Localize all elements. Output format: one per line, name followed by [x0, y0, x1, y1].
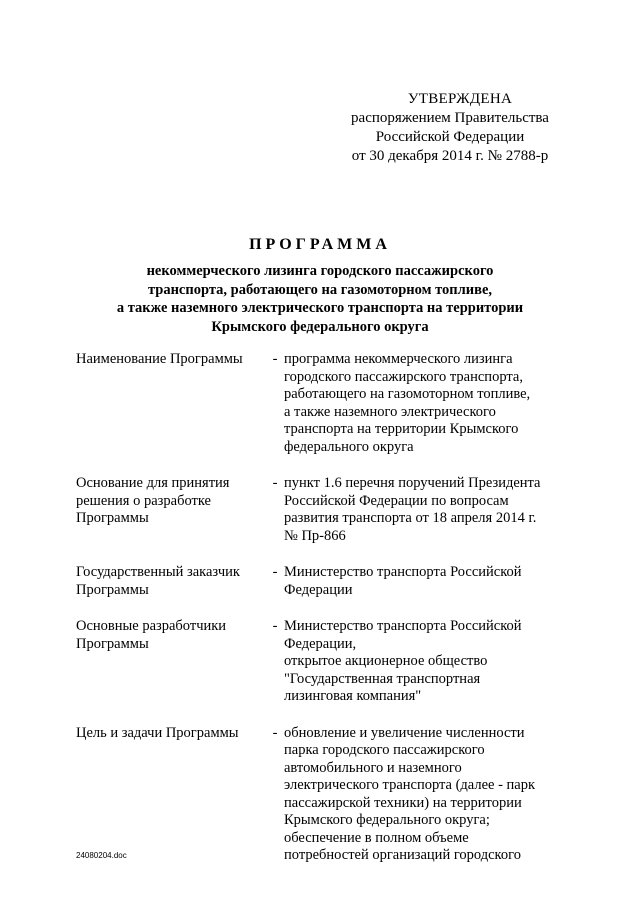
passport-value-line: обеспечение в полном объеме: [284, 829, 469, 846]
passport-value-line: открытое акционерное общество: [284, 653, 488, 669]
passport-dash: -: [272, 564, 278, 580]
passport-value-line: Министерство транспорта Российской: [284, 618, 522, 634]
passport-row-customer: [76, 564, 566, 599]
program-subtitle-line: некоммерческого лизинга городского пассажирского: [146, 263, 494, 279]
passport-row-basis: [76, 475, 566, 545]
passport-label-line: Основные разработчики: [76, 618, 227, 634]
passport-value-line: пассажирской техники) на территории: [284, 794, 522, 811]
program-subtitle-line: Крымского федерального округа: [211, 318, 429, 335]
program-subtitle-line: транспорта, работающего на газомоторном топливе,: [147, 281, 493, 298]
passport-label: [76, 351, 266, 456]
passport-value-line: а также наземного электрического: [284, 403, 496, 420]
passport-value-line: "Государственная транспортная: [284, 670, 481, 687]
passport-value: [284, 618, 554, 706]
passport-label: [76, 475, 266, 545]
passport-value-line: № Пр-866: [284, 527, 346, 544]
footer-filename: 24080204.doc: [76, 851, 127, 860]
passport-row-developers: [76, 618, 566, 706]
passport-value-line: автомобильного и наземного: [284, 759, 462, 776]
passport-value-line: электрического транспорта (далее - парк: [284, 777, 536, 793]
passport-value-line: потребностей организаций городского: [284, 847, 521, 863]
passport-value-line: развития транспорта от 18 апреля 2014 г.: [284, 510, 537, 526]
program-subtitle: [90, 262, 550, 336]
passport-value-line: Крымского федерального округа;: [284, 812, 490, 828]
approval-line: от 30 декабря 2014 г. № 2788-р: [351, 148, 549, 164]
program-title: ПРОГРАММА: [249, 236, 391, 253]
approval-block: [330, 90, 570, 166]
passport-value-line: пункт 1.6 перечня поручений Президента: [284, 475, 541, 491]
passport-value-line: Министерство транспорта Российской: [284, 564, 522, 580]
passport-row-name: [76, 351, 566, 456]
passport-value: [284, 475, 554, 545]
program-passport-table: [76, 351, 566, 884]
passport-value-line: Федерации: [284, 581, 353, 598]
approval-line: Российской Федерации: [375, 129, 525, 145]
passport-label-line: Программы: [76, 510, 149, 526]
passport-row-goals: [76, 725, 566, 865]
passport-label-line: Программы: [76, 635, 149, 652]
passport-value-line: программа некоммерческого лизинга: [284, 351, 513, 367]
passport-value: [284, 564, 554, 599]
passport-dash: -: [272, 351, 278, 367]
program-subtitle-line: а также наземного электрического транспорта на территории: [116, 300, 524, 316]
passport-value: [284, 725, 554, 865]
approval-line: распоряжением Правительства: [351, 110, 549, 126]
passport-dash: -: [272, 724, 278, 741]
passport-label-line: решения о разработке: [76, 492, 211, 509]
passport-value-line: Российской Федерации по вопросам: [284, 492, 509, 509]
passport-value-line: парка городского пассажирского: [284, 742, 485, 758]
passport-label-line: Наименование Программы: [76, 351, 243, 367]
passport-value: [284, 351, 554, 456]
passport-value-line: обновление и увеличение численности: [284, 724, 525, 741]
passport-label: [76, 618, 266, 706]
passport-dash: -: [272, 475, 278, 491]
passport-value-line: городского пассажирского транспорта,: [284, 368, 523, 385]
passport-value-line: Федерации,: [284, 635, 357, 652]
passport-label: [76, 725, 266, 865]
passport-label-line: Государственный заказчик: [76, 564, 240, 580]
passport-value-line: федерального округа: [284, 438, 414, 455]
passport-value-line: работающего на газомоторном топливе,: [284, 386, 531, 402]
passport-value-line: транспорта на территории Крымского: [284, 421, 519, 437]
passport-label-line: Программы: [76, 581, 149, 598]
passport-dash: -: [272, 618, 278, 634]
passport-label-line: Основание для принятия: [76, 475, 230, 491]
passport-label-line: Цель и задачи Программы: [76, 724, 239, 741]
approval-title: УТВЕРЖДЕНА: [407, 91, 513, 107]
passport-label: [76, 564, 266, 599]
passport-value-line: лизинговая компания": [284, 688, 422, 704]
